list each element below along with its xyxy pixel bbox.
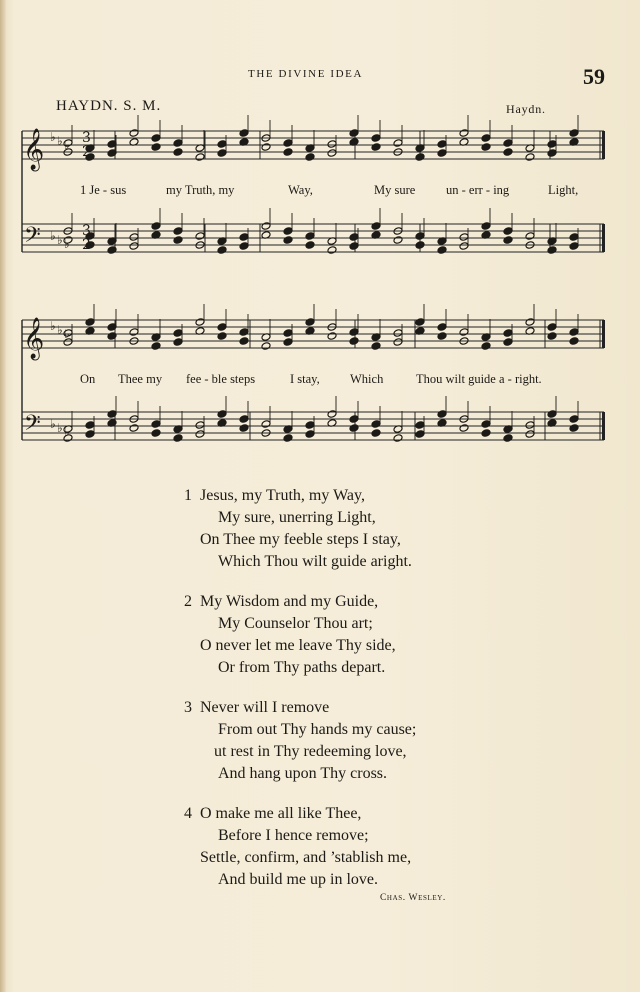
note-head <box>195 153 205 162</box>
note-head <box>305 232 315 241</box>
note-head <box>569 233 579 242</box>
note-head <box>239 129 249 138</box>
note-head <box>349 129 359 138</box>
note-head <box>525 318 535 327</box>
tune-name: HAYDN. S. M. <box>56 98 162 114</box>
stanza-line: ut rest in Thy redeeming love, <box>214 743 407 760</box>
stanza-line: 2 My Wisdom and my Guide, <box>184 591 396 613</box>
note-head <box>349 242 359 251</box>
stanza-line: From out Thy hands my cause; <box>218 721 417 738</box>
note-head <box>173 338 183 347</box>
note-head <box>459 328 469 337</box>
page-number: 59 <box>583 64 605 89</box>
note-head <box>239 337 249 346</box>
note-head <box>217 323 227 332</box>
note-head <box>459 242 469 251</box>
note-head <box>459 424 469 433</box>
note-head <box>327 140 337 149</box>
note-head <box>173 227 183 236</box>
note-head <box>261 342 271 351</box>
flat-sign: ♭ <box>64 138 70 152</box>
note-head <box>107 246 117 255</box>
note-head <box>371 134 381 143</box>
note-head <box>371 143 381 152</box>
note-head <box>261 420 271 429</box>
note-head <box>195 430 205 439</box>
note-head <box>195 232 205 241</box>
note-head <box>371 420 381 429</box>
note-head <box>217 140 227 149</box>
note-head <box>173 236 183 245</box>
time-signature: 3 <box>82 130 91 146</box>
final-bar <box>602 131 605 159</box>
note-head <box>349 328 359 337</box>
note-head <box>437 140 447 149</box>
flat-sign: ♭ <box>50 229 56 243</box>
note-head <box>415 232 425 241</box>
note-head <box>371 429 381 438</box>
stanza-line: 4 O make me all like Thee, <box>184 803 411 825</box>
note-head <box>569 337 579 346</box>
note-head <box>327 332 337 341</box>
flat-sign: ♭ <box>57 323 63 337</box>
note-head <box>393 338 403 347</box>
stanza-line: Settle, confirm, and ’stablish me, <box>200 849 412 866</box>
note-head <box>547 246 557 255</box>
note-head <box>437 246 447 255</box>
lyric-syllable: 1 Je - sus <box>80 183 127 197</box>
note-head <box>151 143 161 152</box>
note-head <box>547 323 557 332</box>
note-head <box>151 134 161 143</box>
note-head <box>415 318 425 327</box>
note-head <box>217 410 227 419</box>
note-head <box>217 246 227 255</box>
stanza-line: O never let me leave Thy side, <box>200 637 396 654</box>
note-head <box>283 139 293 148</box>
note-head <box>283 148 293 157</box>
stanza-line: And build me up in love. <box>218 871 378 888</box>
stanza-line: My Counselor Thou art; <box>218 615 373 632</box>
note-head <box>569 415 579 424</box>
note-head <box>283 329 293 338</box>
stanza-line: 3 Never will I remove <box>184 697 416 719</box>
note-head <box>503 227 513 236</box>
note-head <box>349 337 359 346</box>
note-head <box>393 329 403 338</box>
note-head <box>217 149 227 158</box>
note-head <box>327 149 337 158</box>
note-head <box>349 415 359 424</box>
note-head <box>239 415 249 424</box>
note-head <box>503 148 513 157</box>
note-head <box>283 236 293 245</box>
note-head <box>85 430 95 439</box>
note-head <box>569 129 579 138</box>
note-head <box>503 139 513 148</box>
note-head <box>437 410 447 419</box>
final-bar <box>602 320 605 348</box>
note-head <box>305 421 315 430</box>
note-head <box>305 430 315 439</box>
note-head <box>459 233 469 242</box>
bass-clef: 𝄢 <box>24 223 41 253</box>
time-signature: 2 <box>82 144 91 160</box>
note-head <box>415 430 425 439</box>
note-head <box>371 342 381 351</box>
note-head <box>569 242 579 251</box>
flat-sign: ♭ <box>64 237 70 251</box>
note-head <box>481 222 491 231</box>
lyric-syllable: My sure <box>374 183 416 197</box>
note-head <box>503 236 513 245</box>
stanza-4 <box>184 803 411 891</box>
note-head <box>481 143 491 152</box>
note-head <box>481 342 491 351</box>
stanza-2 <box>184 591 396 679</box>
note-head <box>283 434 293 443</box>
note-head <box>371 222 381 231</box>
lyric-syllable: Way, <box>288 183 313 197</box>
lyric-syllable: my Truth, my <box>166 183 235 197</box>
note-head <box>239 242 249 251</box>
stanza-number: 4 <box>184 805 192 822</box>
note-head <box>173 329 183 338</box>
note-head <box>525 232 535 241</box>
note-head <box>173 139 183 148</box>
lyric-syllable: Thou wilt guide a - right. <box>416 372 542 386</box>
note-head <box>151 342 161 351</box>
lyric-syllable: Light, <box>548 183 579 197</box>
lyric-syllable: un - err - ing <box>446 183 510 197</box>
note-head <box>415 241 425 250</box>
flat-sign: ♭ <box>64 327 70 341</box>
flat-sign: ♭ <box>57 421 63 435</box>
stanza-line: My sure, unerring Light, <box>218 509 376 526</box>
note-head <box>415 421 425 430</box>
note-head <box>569 424 579 433</box>
note-head <box>393 434 403 443</box>
note-head <box>239 233 249 242</box>
final-bar <box>602 224 605 252</box>
note-head <box>151 420 161 429</box>
lyric-syllable: fee - ble steps <box>186 372 256 386</box>
lyric-syllable: On <box>80 372 96 386</box>
note-head <box>305 318 315 327</box>
stanza-3 <box>184 697 416 785</box>
composer-name: Haydn. <box>506 102 546 116</box>
note-head <box>503 329 513 338</box>
treble-clef: 𝄞 <box>23 129 45 170</box>
note-head <box>437 323 447 332</box>
note-head <box>525 153 535 162</box>
note-head <box>547 140 557 149</box>
treble-clef: 𝄞 <box>23 318 45 359</box>
note-head <box>349 424 359 433</box>
note-head <box>283 227 293 236</box>
note-head <box>85 421 95 430</box>
note-head <box>129 129 139 138</box>
running-title: THE DIVINE IDEA <box>248 68 364 80</box>
note-head <box>129 233 139 242</box>
note-head <box>349 233 359 242</box>
stanza-line: Or from Thy paths depart. <box>218 659 386 676</box>
note-head <box>173 148 183 157</box>
note-head <box>151 429 161 438</box>
note-head <box>261 222 271 231</box>
bass-clef: 𝄢 <box>24 411 41 441</box>
flat-sign: ♭ <box>64 425 70 439</box>
time-signature: 2 <box>82 237 91 253</box>
note-head <box>547 149 557 158</box>
stanza-line: Which Thou wilt guide aright. <box>218 553 412 570</box>
note-head <box>217 332 227 341</box>
stanza-number: 3 <box>184 699 192 716</box>
stanza-line: Before I hence remove; <box>218 827 369 844</box>
note-head <box>437 332 447 341</box>
note-head <box>547 332 557 341</box>
note-head <box>85 318 95 327</box>
time-signature: 3 <box>82 223 91 239</box>
stanza-line: On Thee my feeble steps I stay, <box>200 531 401 548</box>
note-head <box>525 421 535 430</box>
note-head <box>305 241 315 250</box>
note-head <box>481 134 491 143</box>
note-head <box>393 139 403 148</box>
note-head <box>503 434 513 443</box>
lyric-syllable: I stay, <box>290 372 320 386</box>
final-bar <box>602 412 605 440</box>
note-head <box>481 429 491 438</box>
note-head <box>569 328 579 337</box>
stanza-line: 1 Jesus, my Truth, my Way, <box>184 485 412 507</box>
note-head <box>261 143 271 152</box>
lyric-syllable: Thee my <box>118 372 163 386</box>
note-head <box>481 420 491 429</box>
note-head <box>239 424 249 433</box>
note-head <box>173 434 183 443</box>
hymn-author: Chas. Wesley. <box>380 893 446 903</box>
note-head <box>283 338 293 347</box>
music-score <box>0 0 640 470</box>
note-head <box>459 129 469 138</box>
note-head <box>151 222 161 231</box>
note-head <box>415 153 425 162</box>
flat-sign: ♭ <box>57 233 63 247</box>
flat-sign: ♭ <box>50 319 56 333</box>
note-head <box>547 410 557 419</box>
note-head <box>239 328 249 337</box>
stanza-line: And hang upon Thy cross. <box>218 765 388 782</box>
note-head <box>305 153 315 162</box>
stanza-1 <box>184 485 412 573</box>
stanza-number: 1 <box>184 487 192 504</box>
lyric-syllable: Which <box>350 372 384 386</box>
note-head <box>129 328 139 337</box>
note-head <box>437 149 447 158</box>
note-head <box>393 236 403 245</box>
note-head <box>195 318 205 327</box>
flat-sign: ♭ <box>57 134 63 148</box>
note-head <box>129 424 139 433</box>
note-head <box>195 421 205 430</box>
note-head <box>327 246 337 255</box>
flat-sign: ♭ <box>50 130 56 144</box>
stanza-number: 2 <box>184 593 192 610</box>
note-head <box>503 338 513 347</box>
note-head <box>525 430 535 439</box>
note-head <box>129 242 139 251</box>
flat-sign: ♭ <box>50 417 56 431</box>
note-head <box>327 410 337 419</box>
